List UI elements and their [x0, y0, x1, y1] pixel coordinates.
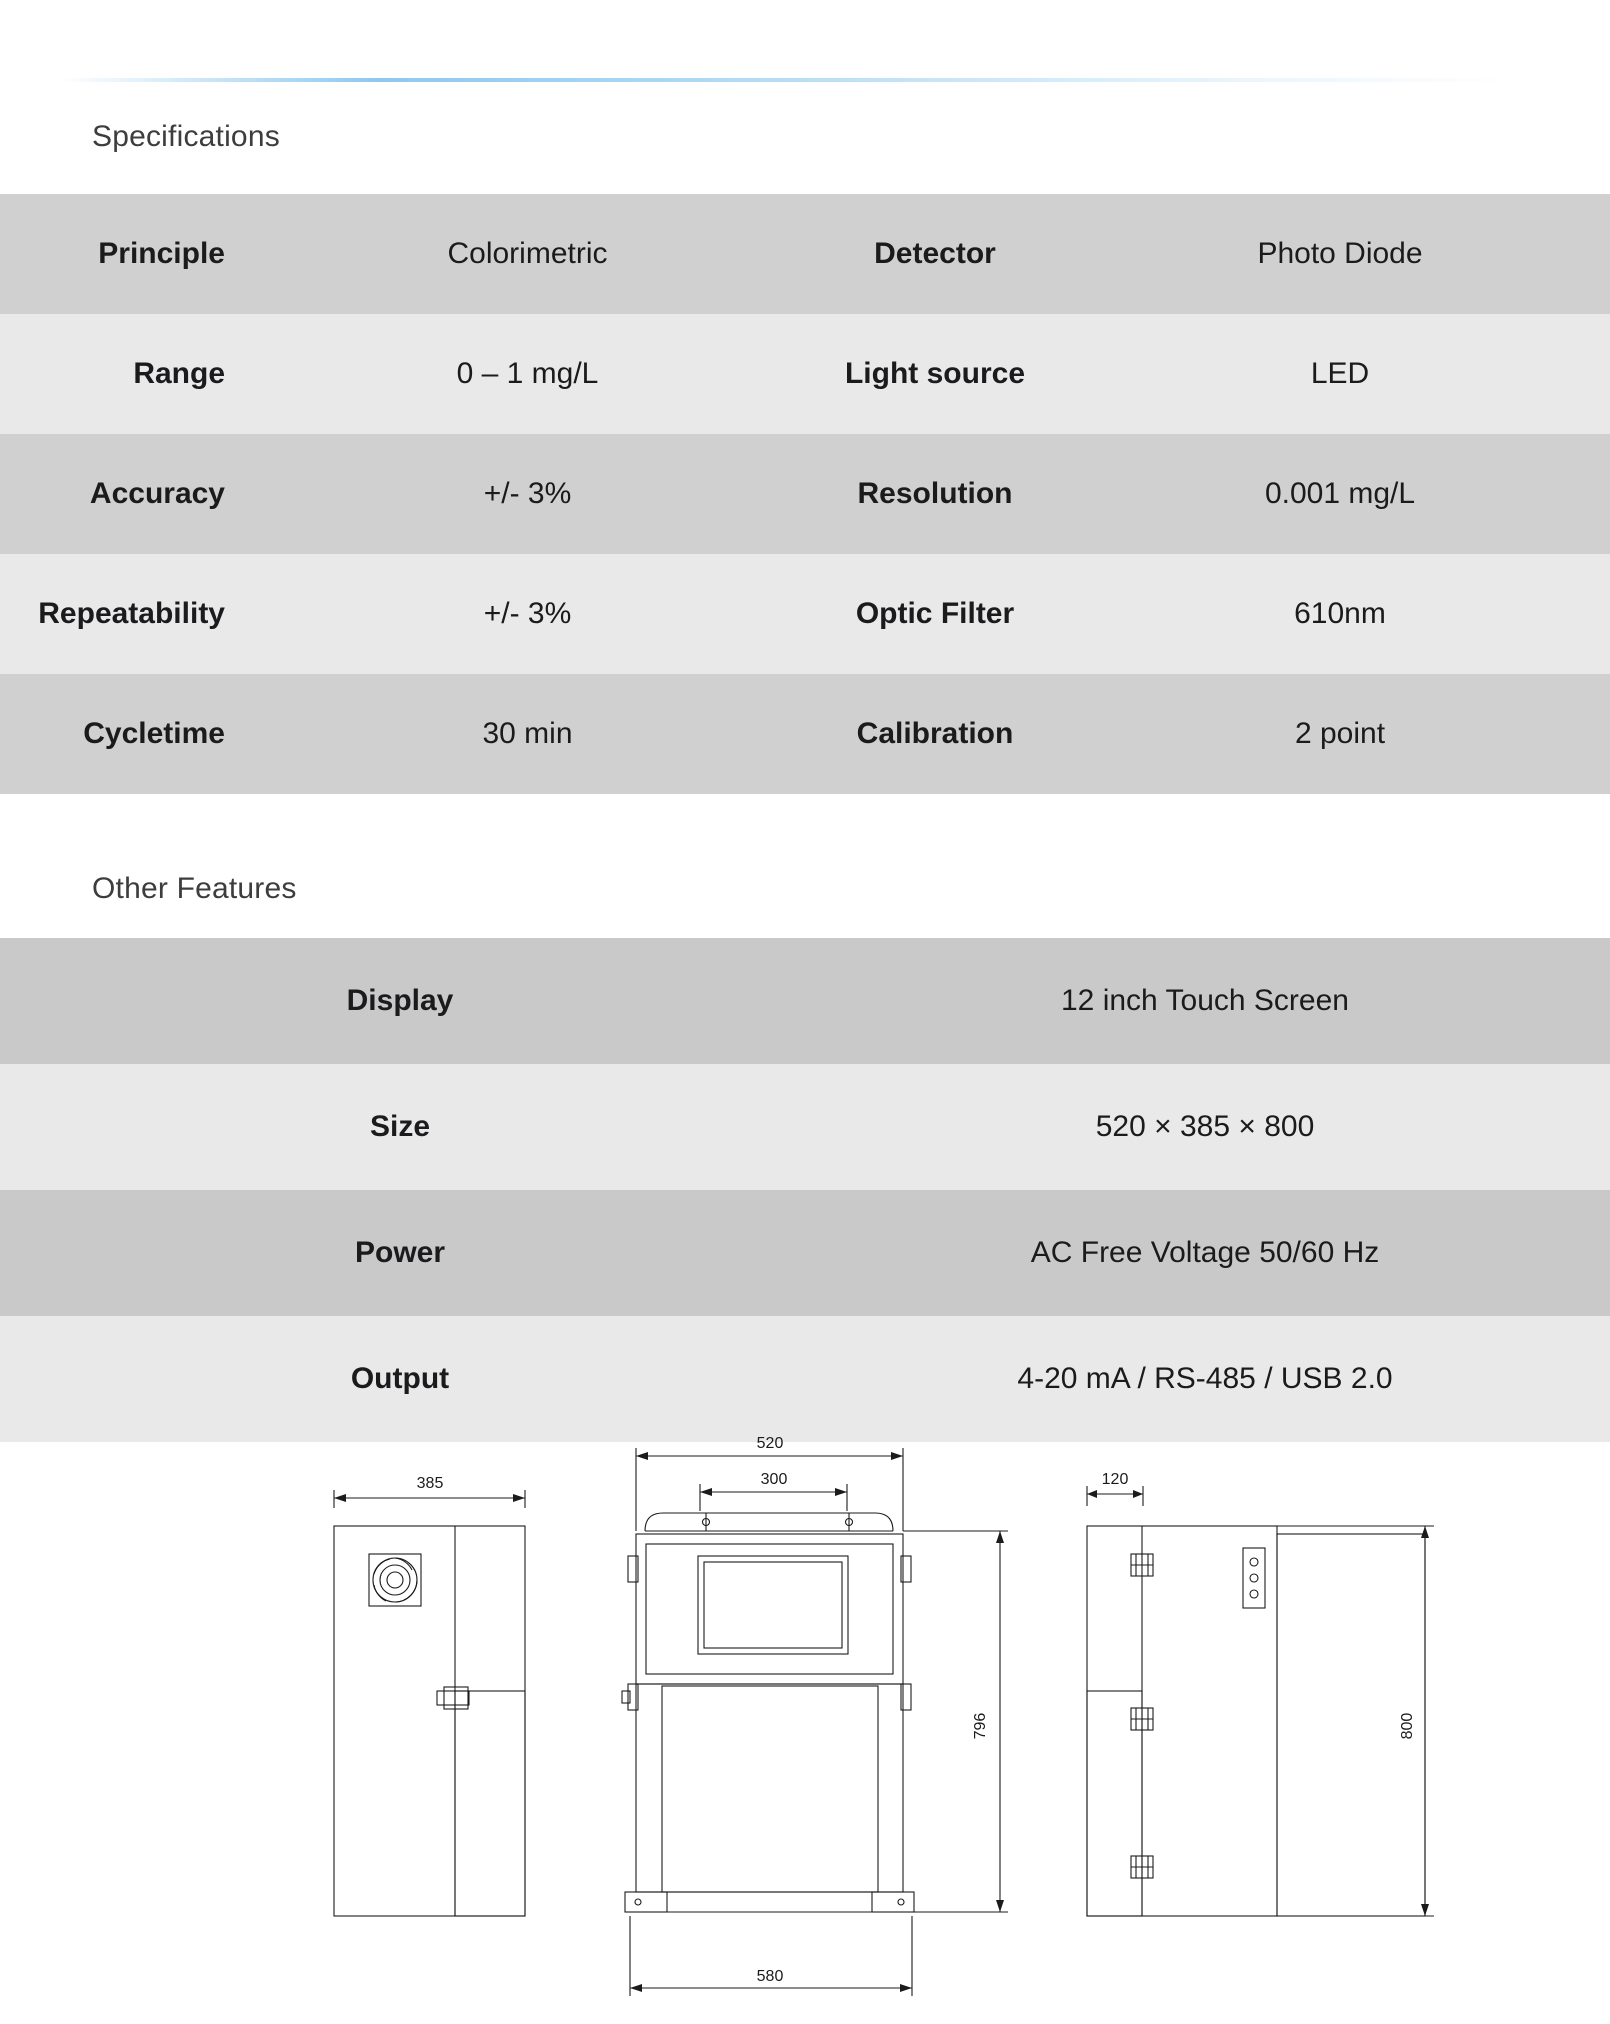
spec-value: 610nm [1294, 597, 1386, 630]
spec-key: Optic Filter [855, 597, 1015, 630]
spec-value: 0.001 mg/L [1264, 477, 1416, 510]
table-row [0, 554, 1610, 674]
spec-key: Cycletime [83, 717, 225, 750]
spec-key: Resolution [857, 477, 1013, 510]
table-row [0, 314, 1610, 434]
dimension-label-side-width: 385 [416, 1475, 444, 1492]
table-row [0, 1316, 1610, 1442]
other-features-heading: Other Features [92, 872, 297, 905]
feature-key: Size [369, 1110, 431, 1143]
dimension-label-rear-height: 800 [1399, 1712, 1416, 1740]
spec-key: Light source [844, 357, 1025, 390]
table-row [0, 194, 1610, 314]
spec-key: Principle [98, 237, 225, 270]
feature-value: 520 × 385 × 800 [1095, 1110, 1315, 1143]
spec-value: 30 min [482, 717, 573, 750]
drawing-side-view [334, 1490, 525, 1916]
drawing-front-view [622, 1448, 1008, 1996]
spec-key: Range [133, 357, 225, 390]
spec-key: Accuracy [89, 477, 225, 510]
dimension-label-front-inner-width: 300 [760, 1471, 788, 1488]
dimension-label-rear-depth: 120 [1101, 1471, 1129, 1488]
spec-key: Calibration [856, 717, 1014, 750]
spec-key: Repeatability [38, 597, 225, 630]
table-row [0, 1064, 1610, 1190]
spec-value: 2 point [1294, 717, 1386, 750]
dimension-label-front-width: 520 [756, 1436, 784, 1452]
other-features-table-wrapper [0, 938, 1610, 1442]
feature-value: 12 inch Touch Screen [1061, 984, 1349, 1017]
feature-value: 4-20 mA / RS-485 / USB 2.0 [1017, 1362, 1393, 1395]
table-row [0, 674, 1610, 794]
table-row [0, 1190, 1610, 1316]
spec-value: Colorimetric [447, 237, 608, 270]
dimension-label-base-width: 580 [756, 1968, 784, 1985]
feature-key: Output [350, 1362, 450, 1395]
spec-value: +/- 3% [483, 477, 572, 510]
specifications-table-wrapper [0, 194, 1610, 794]
feature-value: AC Free Voltage 50/60 Hz [1030, 1236, 1380, 1269]
spec-value: 0 – 1 mg/L [456, 357, 599, 390]
table-row [0, 938, 1610, 1064]
spec-value: Photo Diode [1257, 237, 1423, 270]
table-row [0, 434, 1610, 554]
specifications-heading: Specifications [92, 120, 280, 153]
top-accent-rule [58, 78, 1510, 82]
feature-key: Power [354, 1236, 446, 1269]
spec-value: LED [1310, 357, 1370, 390]
dimension-label-front-height: 796 [972, 1712, 989, 1740]
spec-key: Detector [874, 237, 996, 270]
other-features-table [0, 938, 1610, 1442]
spec-value: +/- 3% [483, 597, 572, 630]
drawing-rear-view [1087, 1486, 1434, 1916]
feature-key: Display [346, 984, 454, 1017]
specifications-table [0, 194, 1610, 794]
technical-drawings [0, 1436, 1610, 2024]
